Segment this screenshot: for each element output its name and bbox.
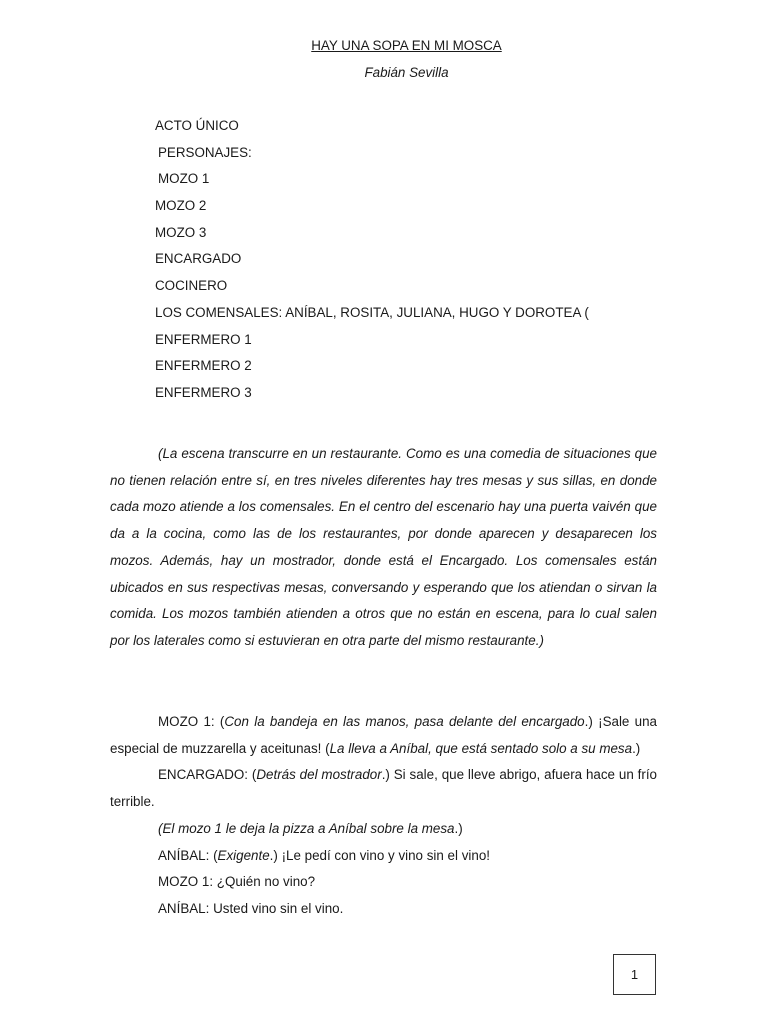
dialog-line: MOZO 1: (Con la bandeja en las manos, pasa delante del encargado.) ¡Sale una especial de muzzarella y aceitunas! (La lleva a Aníbal, que está sentado solo a su mesa.) (110, 714, 657, 756)
dialog-line: MOZO 1: ¿Quién no vino? (158, 874, 316, 890)
dialog-line: ENCARGADO: (Detrás del mostrador.) Si sale, que lleve abrigo, afuera hace un frío terrible. (110, 767, 657, 810)
list-item: MOZO 1 (158, 171, 210, 187)
list-item: ENFERMERO 2 (155, 358, 252, 374)
page-number: 1 (613, 954, 656, 995)
list-item: COCINERO (155, 278, 228, 294)
list-item: ACTO ÚNICO (155, 118, 239, 133)
dialog-line: ANÍBAL: (Exigente.) ¡Le pedí con vino y vino sin el vino! (158, 847, 490, 863)
list-item: PERSONAJES: (158, 144, 252, 160)
list-item: ENFERMERO 3 (155, 384, 252, 400)
list-item: MOZO 3 (155, 224, 207, 240)
list-item: MOZO 2 (155, 198, 207, 214)
dialog-line: (El mozo 1 le deja la pizza a Aníbal sobre la mesa.) (158, 820, 463, 836)
list-item: ENCARGADO (155, 251, 242, 267)
list-item: LOS COMENSALES: ANÍBAL, ROSITA, JULIANA, HUGO Y DOROTEA ( (155, 304, 589, 320)
document-author: Fabián Sevilla (364, 65, 449, 80)
dialog-block (110, 709, 657, 923)
document-title: HAY UNA SOPA EN MI MOSCA (311, 38, 502, 53)
cast-list (155, 118, 589, 412)
dialog-line: ANÍBAL: Usted vino sin el vino. (158, 900, 344, 916)
list-item: ENFERMERO 1 (155, 331, 252, 347)
stage-direction: (La escena transcurre en un restaurante. Como es una comedia de situaciones que no tienen relación entre sí, en tres niveles diferentes hay tres mesas y sus sillas, en donde cada mozo atiende a los comensales. En el centro del escenario hay una puerta vaivén que da a la cocina, como las de los restaurantes, por donde aparecen y desaparecen los mozos. Además, hay un mostrador, donde está el Encargado. Los comensales están ubicados en sus respectivas mesas, conversando y esperando que los atiendan o sirvan la comida. Los mozos también atienden a otros que no están en escena, para lo cual salen por los laterales como si estuvieran en otra parte del mismo restaurante.) (110, 446, 657, 648)
